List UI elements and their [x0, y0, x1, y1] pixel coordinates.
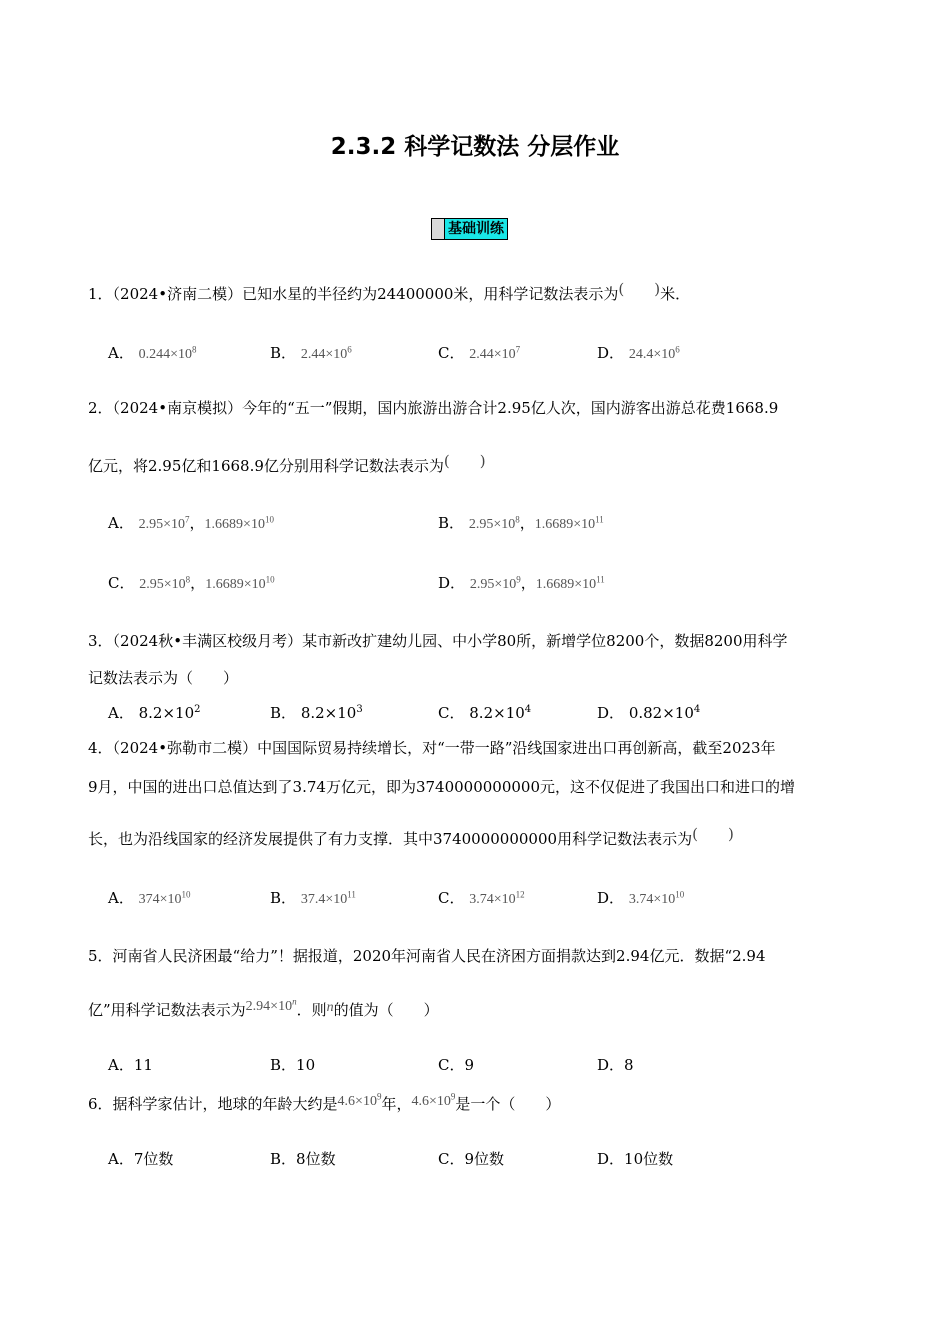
question-6: 6．据科学家估计，地球的年龄大约是$4.6\times 10^9$年，$4.6\times 10^9$是一个（ ）: [88, 1091, 561, 1113]
q6-option-d[interactable]: D．10位数: [597, 1150, 674, 1168]
q4-option-b[interactable]: B． $37.4\times 10^{11}$: [270, 889, 356, 907]
q1-text: 1．（2024•济南二模）已知水星的半径约为24400000米，用科学记数法表示为: [88, 285, 619, 303]
q5-option-d[interactable]: D．8: [597, 1056, 634, 1074]
section-label: 基础训练: [445, 219, 507, 239]
question-1: 1．（2024•济南二模）已知水星的半径约为24400000米，用科学记数法表示为( )米．: [88, 280, 691, 303]
question-5-line-2: 亿”用科学记数法表示为$2.94\times 10^n$．则n的值为（ ）: [88, 996, 439, 1019]
q1-option-c[interactable]: C． $2.44\times 10^7$: [438, 344, 521, 362]
question-4-line-1: 4．（2024•弥勒市二模）中国国际贸易持续增长，对“一带一路”沿线国家进出口再创新高，截至2023年: [88, 739, 776, 757]
q4-option-c[interactable]: C． $3.74\times 10^{12}$: [438, 889, 525, 907]
q4-option-a[interactable]: A． $374\times 10^{10}$: [108, 889, 191, 907]
q5-option-a[interactable]: A．11: [108, 1056, 153, 1074]
q2-option-a[interactable]: A． $2.95\times 10^7$，$1.6689\times 10^{10}$: [108, 514, 274, 532]
question-2-line-2: 亿元，将2.95亿和1668.9亿分别用科学记数法表示为( ): [88, 452, 486, 475]
section-marker: [432, 219, 445, 239]
q3-option-d[interactable]: D． $0.82\times 10^4$: [597, 704, 701, 722]
q4-option-d[interactable]: D． $3.74\times 10^{10}$: [597, 889, 685, 907]
q1-option-b[interactable]: B． $2.44\times 10^6$: [270, 344, 352, 362]
q6-option-a[interactable]: A．7位数: [108, 1150, 174, 1168]
q3-option-a[interactable]: A． $8.2\times 10^2$: [108, 704, 201, 722]
q1-option-d[interactable]: D． $24.4\times 10^6$: [597, 344, 680, 362]
question-2-line-1: 2．（2024•南京模拟）今年的“五一”假期，国内旅游出游合计2.95亿人次，国内游客出游总花费1668.9: [88, 399, 779, 417]
q5-option-c[interactable]: C．9: [438, 1056, 475, 1074]
section-header: [431, 218, 508, 240]
question-4-line-3: 长，也为沿线国家的经济发展提供了有力支撑．其中3740000000000用科学记数法表示为( ): [88, 825, 734, 848]
q5-option-b[interactable]: B．10: [270, 1056, 316, 1074]
q1-option-a[interactable]: A． $0.244\times 10^8$: [108, 344, 197, 362]
q6-option-c[interactable]: C．9位数: [438, 1150, 505, 1168]
question-3-line-1: 3．（2024秋•丰满区校级月考）某市新改扩建幼儿园、中小学80所，新增学位8200个，数据8200用科学: [88, 632, 788, 650]
question-4-line-2: 9月，中国的进出口总值达到了3.74万亿元，即为3740000000000元，这不仅促进了我国出口和进口的增: [88, 778, 796, 796]
q3-option-b[interactable]: B． $8.2\times 10^3$: [270, 704, 363, 722]
q3-option-c[interactable]: C． $8.2\times 10^4$: [438, 704, 532, 722]
q2-option-b[interactable]: B． $2.95\times 10^8$，$1.6689\times 10^{11}$: [438, 514, 604, 532]
question-5-line-1: 5．河南省人民济困最“给力”！据报道，2020年河南省人民在济困方面捐款达到2.94亿元．数据“2.94: [88, 947, 766, 965]
q6-option-b[interactable]: B．8位数: [270, 1150, 336, 1168]
question-3-line-2: 记数法表示为（ ）: [88, 669, 239, 687]
q2-option-d[interactable]: D． $2.95\times 10^9$，$1.6689\times 10^{11}$: [438, 574, 605, 592]
page-title: 2.3.2 科学记数法 分层作业: [330, 134, 620, 160]
q2-option-c[interactable]: C． $2.95\times 10^8$，$1.6689\times 10^{10}$: [108, 574, 275, 592]
